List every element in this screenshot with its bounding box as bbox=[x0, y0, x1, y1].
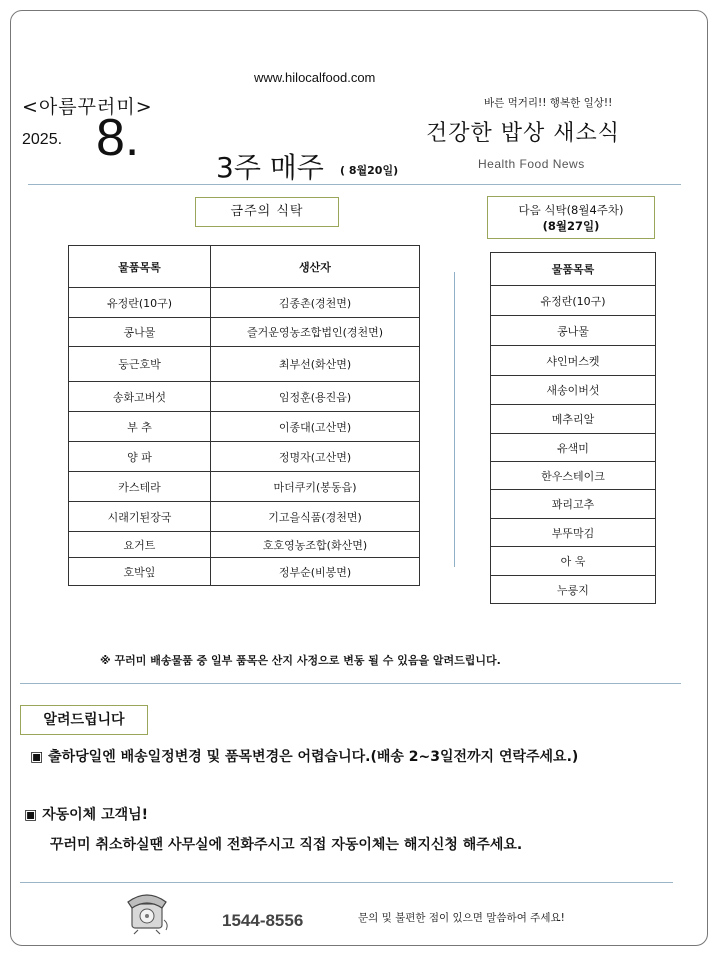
item-cell: 둥근호박 bbox=[69, 347, 211, 382]
producer-cell: 최부선(화산면) bbox=[211, 347, 420, 382]
announcement-title: 알려드립니다 bbox=[20, 705, 148, 735]
item-cell: 유색미 bbox=[491, 434, 656, 462]
producer-cell: 호호영농조합(화산면) bbox=[211, 532, 420, 558]
header-divider bbox=[28, 184, 681, 185]
list-item bbox=[491, 490, 656, 519]
table-row bbox=[69, 318, 420, 347]
producer-cell: 마더쿠키(봉동읍) bbox=[211, 472, 420, 502]
item-cell: 메추리알 bbox=[491, 405, 656, 434]
producer-cell: 즐거운영농조합법인(경천면) bbox=[211, 318, 420, 347]
list-item bbox=[491, 434, 656, 462]
list-item bbox=[491, 376, 656, 405]
item-cell: 시래기된장국 bbox=[69, 502, 211, 532]
item-cell: 요거트 bbox=[69, 532, 211, 558]
brand-name: <아름꾸러미> bbox=[22, 96, 153, 118]
phone-number[interactable]: 1544-8556 bbox=[222, 911, 304, 930]
table-row bbox=[69, 412, 420, 442]
item-cell: 부 추 bbox=[69, 412, 211, 442]
item-cell: 한우스테이크 bbox=[491, 462, 656, 490]
item-cell: 누룽지 bbox=[491, 576, 656, 604]
auto-transfer-title: ▣ 자동이체 고객님! bbox=[24, 807, 149, 823]
item-cell: 아 욱 bbox=[491, 547, 656, 576]
producer-cell: 임정훈(용진읍) bbox=[211, 382, 420, 412]
table-header-row bbox=[69, 246, 420, 288]
newsletter-subtitle: Health Food News bbox=[478, 157, 585, 171]
list-item bbox=[491, 346, 656, 376]
item-cell: 호박잎 bbox=[69, 558, 211, 586]
column-divider bbox=[454, 272, 455, 567]
item-cell: 꽈리고추 bbox=[491, 490, 656, 519]
delivery-change-notice: ▣ 출하당일엔 배송일정변경 및 품목변경은 어렵습니다.(배송 2~3일전까지 연락주세요.) bbox=[30, 749, 579, 765]
issue-week: 3주 매주 bbox=[216, 151, 324, 184]
this-week-table bbox=[68, 245, 420, 586]
table-header-row bbox=[491, 253, 656, 286]
issue-year: 2025. bbox=[22, 131, 63, 148]
substitution-notice: ※ 꾸러미 배송물품 중 일부 품목은 산지 사정으로 변동 될 수 있음을 알려드립니다. bbox=[100, 654, 501, 667]
next-week-table bbox=[490, 252, 656, 604]
table-row bbox=[69, 288, 420, 318]
producer-cell: 김종촌(경천면) bbox=[211, 288, 420, 318]
next-week-label bbox=[487, 196, 655, 239]
list-item bbox=[491, 405, 656, 434]
table-row bbox=[69, 347, 420, 382]
item-cell: 부뚜막김 bbox=[491, 519, 656, 547]
table-row bbox=[69, 382, 420, 412]
list-item bbox=[491, 547, 656, 576]
slogan: 바른 먹거리!! 행복한 일상!! bbox=[484, 97, 613, 109]
issue-date: ( 8월20일) bbox=[340, 164, 399, 177]
table-row bbox=[69, 532, 420, 558]
website-url[interactable]: www.hilocalfood.com bbox=[254, 70, 376, 85]
item-cell: 유정란(10구) bbox=[491, 286, 656, 316]
contact-message: 문의 및 불편한 점이 있으면 말씀하여 주세요! bbox=[358, 912, 565, 924]
list-item bbox=[491, 462, 656, 490]
column-header-items: 물품목록 bbox=[69, 246, 211, 288]
producer-cell: 기고을식품(경천면) bbox=[211, 502, 420, 532]
producer-cell: 정명자(고산면) bbox=[211, 442, 420, 472]
item-cell: 샤인머스켓 bbox=[491, 346, 656, 376]
table-row bbox=[69, 472, 420, 502]
item-cell: 송화고버섯 bbox=[69, 382, 211, 412]
column-header-producer: 생산자 bbox=[211, 246, 420, 288]
item-cell: 콩나물 bbox=[491, 316, 656, 346]
newsletter-title: 건강한 밥상 새소식 bbox=[426, 121, 621, 146]
list-item bbox=[491, 576, 656, 604]
auto-transfer-notice: 꾸러미 취소하실땐 사무실에 전화주시고 직접 자동이체는 해지신청 해주세요. bbox=[50, 837, 523, 853]
list-item bbox=[491, 286, 656, 316]
issue-month: 8. bbox=[96, 109, 140, 167]
producer-cell: 이종대(고산면) bbox=[211, 412, 420, 442]
table-row bbox=[69, 442, 420, 472]
item-cell: 새송이버섯 bbox=[491, 376, 656, 405]
list-item bbox=[491, 316, 656, 346]
table-row bbox=[69, 558, 420, 586]
list-item bbox=[491, 519, 656, 547]
telephone-icon bbox=[124, 886, 170, 936]
this-week-label: 금주의 식탁 bbox=[195, 197, 339, 227]
notice-divider bbox=[20, 683, 681, 684]
item-cell: 유정란(10구) bbox=[69, 288, 211, 318]
footer-divider bbox=[20, 882, 673, 883]
table-row bbox=[69, 502, 420, 532]
next-week-label-text: 다음 식탁(8월4주차) bbox=[518, 203, 624, 217]
item-cell: 양 파 bbox=[69, 442, 211, 472]
next-week-label-date: (8월27일) bbox=[542, 219, 600, 233]
column-header-items: 물품목록 bbox=[491, 253, 656, 286]
item-cell: 카스테라 bbox=[69, 472, 211, 502]
producer-cell: 정부순(비봉면) bbox=[211, 558, 420, 586]
item-cell: 콩나물 bbox=[69, 318, 211, 347]
